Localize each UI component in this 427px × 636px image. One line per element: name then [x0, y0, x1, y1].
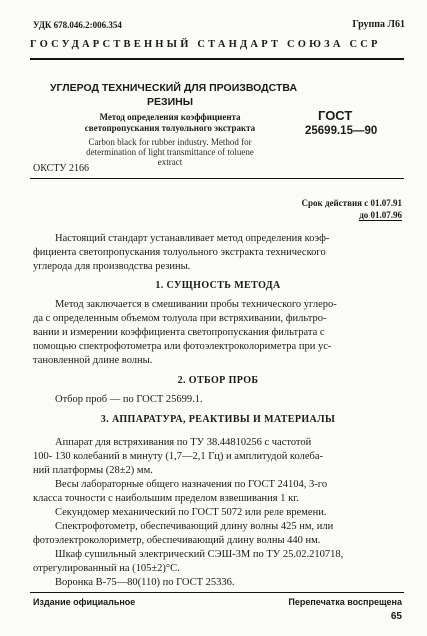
section-text-line: класса точности с наибольшим пределом взвешивания 1 кг. — [33, 493, 299, 504]
section-text-line: Метод заключается в смешивании пробы технического углеро- — [55, 299, 337, 310]
section-text-line: Отбор проб — по ГОСТ 25699.1. — [55, 394, 203, 405]
section-text-line: помощью спектрофотометра или фотоэлектроколориметра при ус- — [33, 341, 332, 352]
gost-label: ГОСТ — [318, 108, 353, 123]
gost-number: 25699.15—90 — [305, 125, 378, 137]
section-text-line: Весы лабораторные общего назначения по ГОСТ 24104, 3-го — [55, 479, 328, 490]
group-code: Группа Л61 — [352, 19, 405, 30]
udk-code: УДК 678.046.2:006.354 — [33, 20, 122, 30]
english-title-line3: extract — [157, 157, 183, 167]
intro-line: Настоящий стандарт устанавливает метод определения коэф- — [55, 233, 330, 244]
section-text-line: отрегулированный на (105±2)°С. — [33, 563, 180, 574]
page-number: 65 — [390, 611, 402, 622]
section-text-line: ний платформы (28±2) мм. — [33, 465, 153, 476]
section-text-line: Спектрофотометр, обеспечивающий длину волны 425 нм, или — [55, 521, 334, 532]
section-heading: 1. СУЩНОСТЬ МЕТОДА — [155, 280, 281, 291]
intro-line: углерода для производства резины. — [33, 261, 191, 272]
section-heading: 2. ОТБОР ПРОБ — [177, 375, 259, 386]
validity-end: до 01.07.96 — [359, 210, 402, 220]
footer-official-edition: Издание официальное — [33, 597, 136, 607]
title-rule — [30, 178, 404, 179]
method-title-line1: Метод определения коэффициента — [99, 112, 241, 122]
top-rule — [30, 58, 404, 60]
section-text-line: да с определенным объемом толуола при встряхивании, фильтро- — [33, 313, 327, 324]
section-text-line: Воронка В-75—80(110) по ГОСТ 25336. — [55, 577, 235, 588]
english-title-line2: determination of light transmittance of toluene — [86, 147, 254, 157]
section-text-line: тановленной длине волны. — [33, 355, 153, 366]
document-title-line2: РЕЗИНЫ — [147, 96, 193, 108]
section-text-line: 100- 130 колебаний в минуту (1,7—2,1 Гц) и амплитудой колеба- — [33, 451, 324, 462]
english-title-line1: Carbon black for rubber industry. Method for — [88, 137, 252, 147]
section-text-line: Секундомер механический по ГОСТ 5072 или реле времени. — [55, 507, 327, 518]
intro-line: фициента светопропускания толуольного экстракта технического — [33, 247, 326, 258]
section-text-line: фотоэлектроколориметр, обеспечивающий длину волны 440 нм. — [33, 535, 321, 546]
section-text-line: Аппарат для встряхивания по ТУ 38.44810256 с частотой — [55, 437, 312, 448]
standard-body-title: ГОСУДАРСТВЕННЫЙ СТАНДАРТ СОЮЗА ССР — [30, 39, 381, 50]
document-title-line1: УГЛЕРОД ТЕХНИЧЕСКИЙ ДЛЯ ПРОИЗВОДСТВА — [50, 82, 298, 94]
footer-reprint-notice: Перепечатка воспрещена — [288, 597, 402, 607]
method-title-line2: светопропускания толуольного экстракта — [84, 123, 256, 133]
section-text-line: Шкаф сушильный электрический СЭШ-3М по ТУ 25.02.210718, — [55, 549, 344, 560]
validity-start: Срок действия с 01.07.91 — [301, 198, 402, 208]
section-heading: 3. АППАРАТУРА, РЕАКТИВЫ И МАТЕРИАЛЫ — [100, 414, 336, 425]
section-text-line: вании и измерении коэффициента светопропускания фильтрата с — [33, 327, 325, 338]
okstu-code: ОКСТУ 2166 — [33, 163, 90, 174]
bottom-rule — [30, 592, 404, 593]
